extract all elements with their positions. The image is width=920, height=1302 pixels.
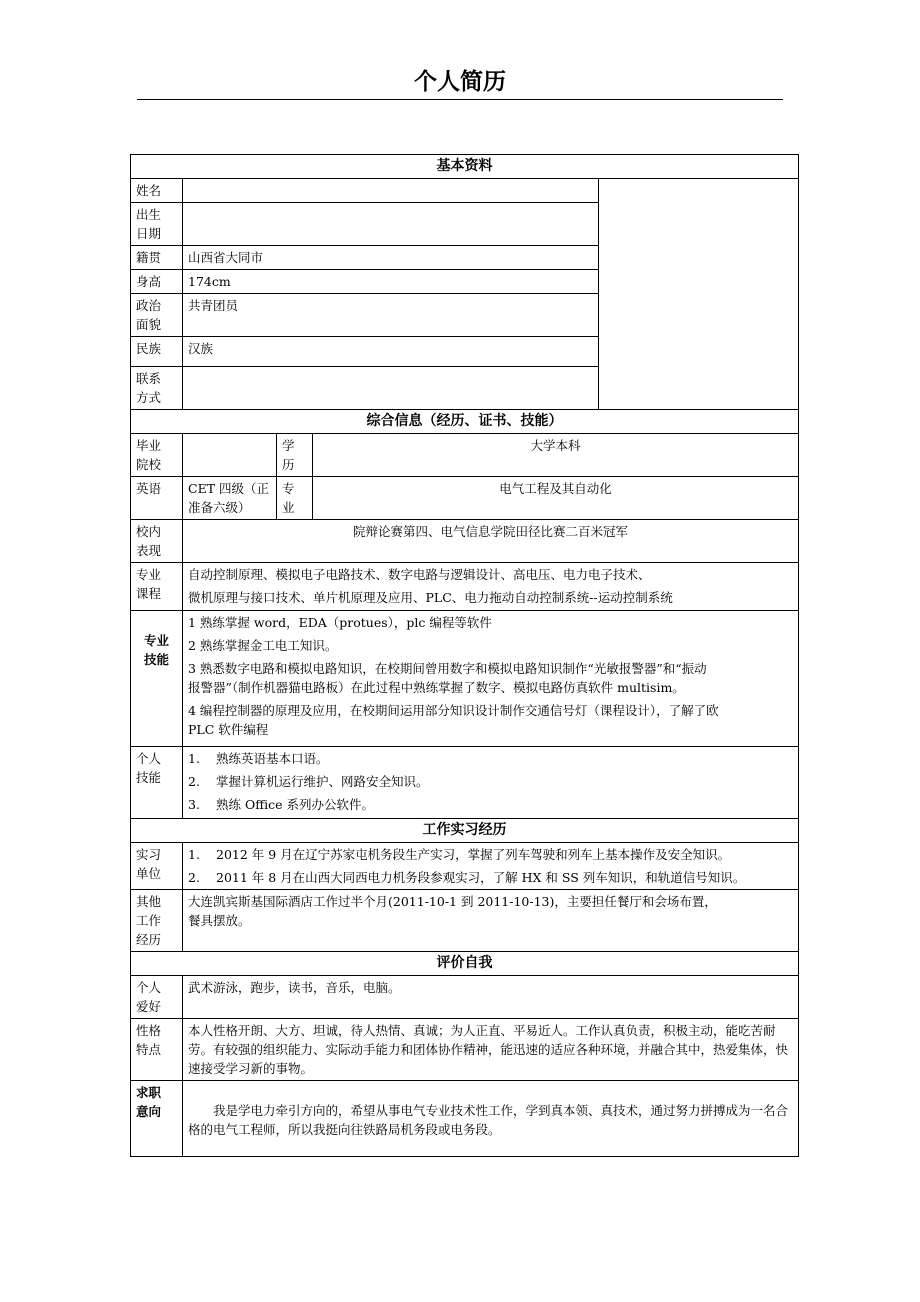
character-label-line-2: 特点 (136, 1042, 162, 1057)
english-value-line-2: 准备六级） (188, 500, 251, 515)
section-info-header: 综合信息（经历、证书、技能） (131, 410, 799, 434)
contact-value (183, 367, 599, 410)
pro-skills-label-line-2: 技能 (143, 652, 169, 667)
personal-skill-item: 1. 熟练英语基本口语。 (188, 751, 329, 766)
birth-label (131, 203, 183, 246)
personal-skill-item: 2. 掌握计算机运行维护、网路安全知识。 (188, 774, 429, 789)
hobby-label (131, 976, 183, 1019)
major-label-line-1: 专 (282, 481, 295, 496)
campus-label-line-1: 校内 (136, 524, 162, 539)
campus-label (131, 520, 183, 563)
pro-skill-4b: PLC 软件编程 (188, 722, 269, 737)
english-label: 英语 (131, 477, 183, 520)
political-label-line-2: 面貌 (136, 317, 162, 332)
personal-skills-label (131, 747, 183, 819)
english-value (183, 477, 277, 520)
pro-skills-label-line-1: 专业 (143, 633, 169, 648)
pro-skill-3b: 报警器”（制作机器猫电路板）在此过程中熟练掌握了数字、模拟电路仿真软件 multisim。 (188, 680, 685, 695)
hobby-label-line-2: 爱好 (136, 999, 162, 1014)
intern-label (131, 843, 183, 890)
section-self-header: 评价自我 (131, 952, 799, 976)
resume-table (130, 154, 799, 1157)
native-value: 山西省大同市 (183, 246, 599, 270)
height-value: 174cm (183, 270, 599, 294)
birth-label-line-1: 出生 (136, 207, 162, 222)
personal-skills-label-line-1: 个人 (136, 751, 162, 766)
ethnic-value: 汉族 (183, 337, 599, 367)
intern-item: 2. 2011 年 8 月在山西大同西电力机务段参观实习，了解 HX 和 SS 列车知识，和轨道信号知识。 (188, 870, 746, 885)
intern-label-line-1: 实习 (136, 847, 162, 862)
courses-value (183, 563, 799, 611)
other-work-label-line-1: 其他 (136, 894, 162, 909)
degree-label-line-1: 学 (282, 438, 295, 453)
character-value: 本人性格开朗、大方、坦诚，待人热情、真诚；为人正直、平易近人。工作认真负责，积极主动，能吃苦耐劳。有较强的组织能力、实际动手能力和团体协作精神，能迅速的适应各种环境，并融合其中，热爱集体，快速接受学习新的事物。 (183, 1019, 799, 1081)
page-title: 个人简历 (414, 69, 506, 95)
major-label-line-2: 业 (282, 500, 295, 515)
campus-label-line-2: 表现 (136, 543, 162, 558)
degree-value: 大学本科 (313, 434, 799, 477)
school-label-line-2: 院校 (136, 457, 162, 472)
intent-label-line-2: 意向 (136, 1104, 162, 1119)
native-label: 籍贯 (131, 246, 183, 270)
political-label (131, 294, 183, 337)
school-label (131, 434, 183, 477)
hobby-label-line-1: 个人 (136, 980, 162, 995)
personal-skills-label-line-2: 技能 (136, 770, 162, 785)
school-label-line-1: 毕业 (136, 438, 162, 453)
other-work-line-1: 大连凯宾斯基国际酒店工作过半个月(2011-10-1 到 2011-10-13)，主要担任餐厅和会场布置， (188, 894, 717, 909)
character-label-line-1: 性格 (136, 1023, 162, 1038)
courses-line-2: 微机原理与接口技术、单片机原理及应用、PLC、电力拖动自动控制系统--运动控制系统 (188, 590, 673, 605)
title-underline (137, 99, 783, 100)
courses-line-1: 自动控制原理、模拟电子电路技术、数字电路与逻辑设计、高电压、电力电子技术、 (188, 567, 651, 582)
hobby-value: 武术游泳，跑步，读书，音乐，电脑。 (183, 976, 799, 1019)
personal-skills-value (183, 747, 799, 819)
pro-skill-1: 1 熟练掌握 word，EDA（protues），plc 编程等软件 (188, 615, 492, 630)
campus-value: 院辩论赛第四、电气信息学院田径比赛二百米冠军 (183, 520, 799, 563)
contact-label-line-2: 方式 (136, 390, 162, 405)
photo-cell (599, 179, 799, 410)
courses-label-line-2: 课程 (136, 586, 162, 601)
personal-skill-item: 3. 熟练 Office 系列办公软件。 (188, 797, 374, 812)
other-work-label (131, 890, 183, 952)
degree-label (277, 434, 313, 477)
height-label: 身高 (131, 270, 183, 294)
other-work-line-2: 餐具摆放。 (188, 913, 251, 928)
other-work-label-line-2: 工作 (136, 913, 162, 928)
school-value (183, 434, 277, 477)
courses-label-line-1: 专业 (136, 567, 162, 582)
other-work-value (183, 890, 799, 952)
intent-value (183, 1081, 799, 1157)
political-label-line-1: 政治 (136, 298, 162, 313)
birth-label-line-2: 日期 (136, 226, 162, 241)
contact-label-line-1: 联系 (136, 371, 162, 386)
intern-item: 1. 2012 年 9 月在辽宁苏家屯机务段生产实习，掌握了列车驾驶和列车上基本操作及安全知识。 (188, 847, 731, 862)
section-work-header: 工作实习经历 (131, 819, 799, 843)
pro-skills-value (183, 611, 799, 747)
intern-value (183, 843, 799, 890)
name-value (183, 179, 599, 203)
ethnic-label: 民族 (131, 337, 183, 367)
major-value: 电气工程及其自动化 (313, 477, 799, 520)
intern-label-line-2: 单位 (136, 866, 162, 881)
pro-skill-3a: 3 熟悉数字电路和模拟电路知识，在校期间曾用数字和模拟电路知识制作“光敏报警器”和“振动 (188, 661, 707, 676)
political-value: 共青团员 (183, 294, 599, 337)
major-label (277, 477, 313, 520)
pro-skill-2: 2 熟练掌握金工电工知识。 (188, 638, 338, 653)
intent-label (131, 1081, 183, 1157)
other-work-label-line-3: 经历 (136, 932, 162, 947)
pro-skills-label (131, 611, 183, 747)
birth-value (183, 203, 599, 246)
degree-label-line-2: 历 (282, 457, 295, 472)
intent-text: 我是学电力牵引方向的，希望从事电气专业技术性工作，学到真本领、真技术，通过努力拼搏成为一名合格的电气工程师，所以我挺向往铁路局机务段或电务段。 (188, 1103, 789, 1137)
courses-label (131, 563, 183, 611)
name-label: 姓名 (131, 179, 183, 203)
pro-skill-4a: 4 编程控制器的原理及应用，在校期间运用部分知识设计制作交通信号灯（课程设计），了解了欧 (188, 703, 719, 718)
intent-label-line-1: 求职 (136, 1085, 162, 1100)
english-value-line-1: CET 四级（正 (188, 481, 269, 496)
character-label (131, 1019, 183, 1081)
section-basic-header: 基本资料 (131, 155, 799, 179)
contact-label (131, 367, 183, 410)
